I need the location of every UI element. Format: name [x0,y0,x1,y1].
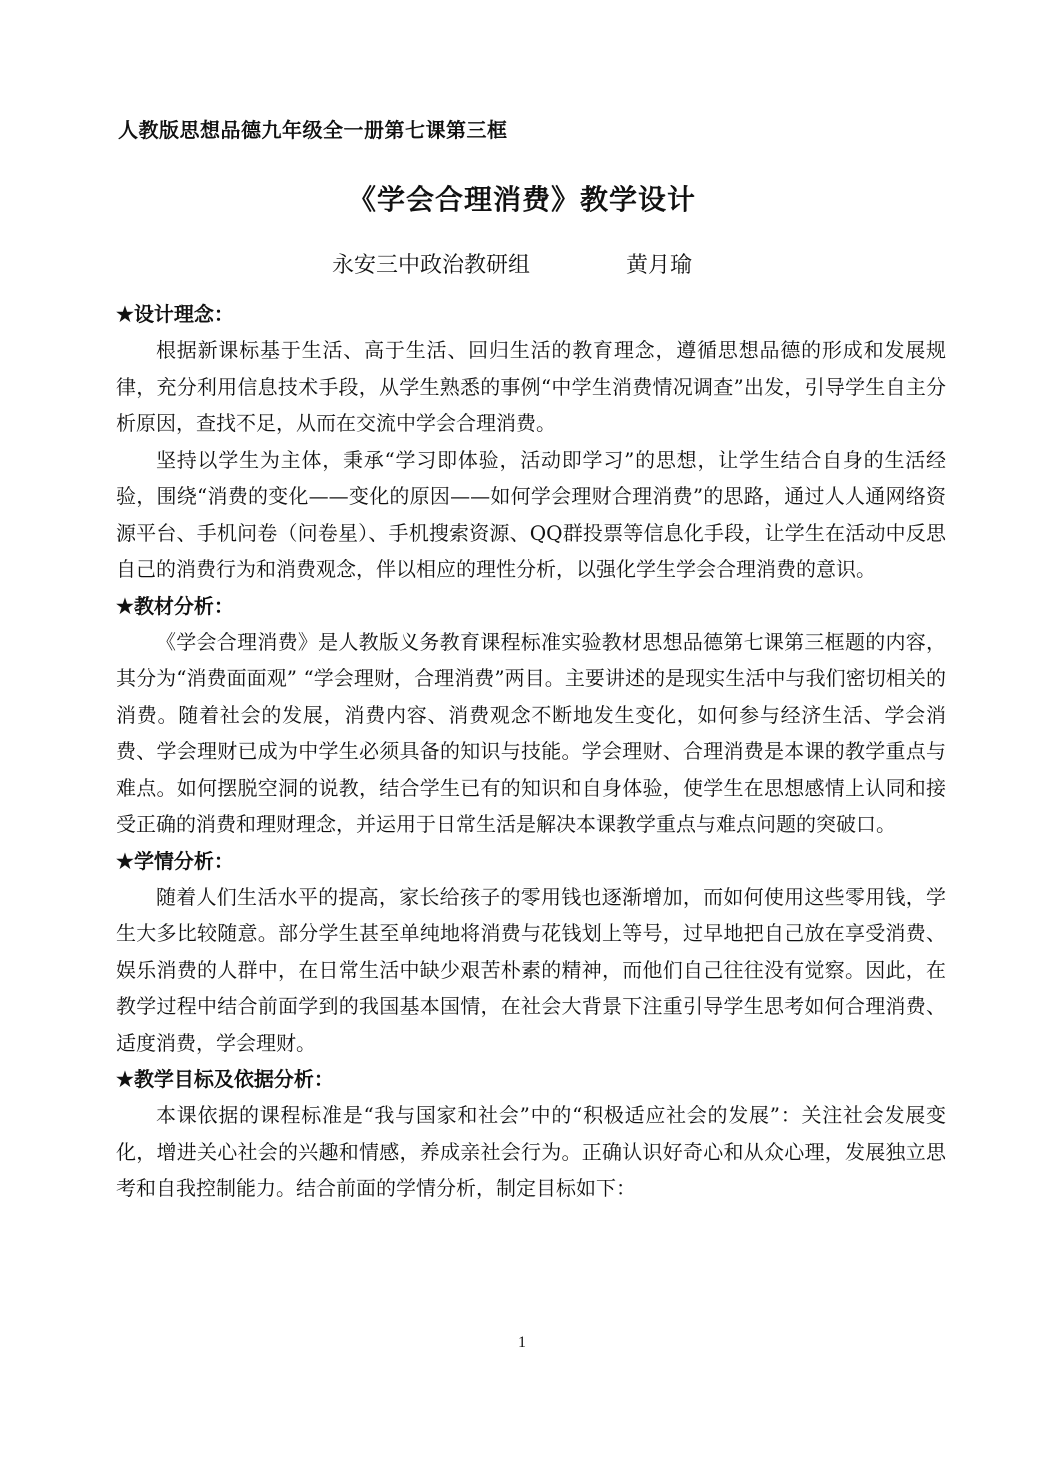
paragraph: 本课依据的课程标准是“我与国家和社会”中的“积极适应社会的发展”：关注社会发展变化，增进关心社会的兴趣和情感，养成亲社会行为。正确认识好奇心和从众心理，发展独立思考和自我控制能力。结合前面的学情分析，制定目标如下： [116,1103,946,1200]
paragraph: 随着人们生活水平的提高，家长给孩子的零用钱也逐渐增加，而如何使用这些零用钱，学生大多比较随意。部分学生甚至单纯地将消费与花钱划上等号，过早地把自己放在享受消费、娱乐消费的人群中，在日常生活中缺少艰苦朴素的精神，而他们自己往往没有觉察。因此，在教学过程中结合前面学到的我国基本国情，在社会大背景下注重引导学生思考如何合理消费、适度消费，学会理财。 [116,884,946,1055]
section-heading-text: 教学目标及依据分析： [133,1067,334,1091]
paragraph: 《学会合理消费》是人教版义务教育课程标准实验教材思想品德第七课第三框题的内容，其分为“消费面面观” “学会理财，合理消费”两目。主要讲述的是现实生活中与我们密切相关的消费。随着社会的发展，消费内容、消费观念不断地发生变化，如何参与经济生活、学会消费、学会理财已成为中学生必须具备的知识与技能。学会理财、合理消费是本课的教学重点与难点。如何摆脱空洞的说教，结合学生已有的知识和自身体验，使学生在思想感情上认同和接受正确的消费和理财理念，并运用于日常生活是解决本课教学重点与难点问题的突破口。 [116,629,946,836]
section-heading-text: 设计理念： [133,302,234,326]
paragraph: 根据新课标基于生活、高于生活、回归生活的教育理念，遵循思想品德的形成和发展规律，充分利用信息技术手段，从学生熟悉的事例“中学生消费情况调查”出发，引导学生自主分析原因，查找不足，从而在交流中学会合理消费。 [116,338,946,435]
author-name: 黄月瑜 [626,253,693,278]
section-teaching-goals [116,1061,946,1207]
section-heading [116,588,946,624]
star-icon: ★ [116,302,134,326]
section-heading [116,843,946,879]
author-group: 永安三中政治教研组 [332,253,531,278]
section-heading-text: 学情分析： [133,848,234,873]
page-number: 1 [518,1334,526,1351]
star-icon: ★ [116,593,134,618]
document-subtitle: 人教版思想品德九年级全一册第七课第三框 [118,118,508,142]
section-heading-text: 教材分析： [133,593,234,618]
section-design-concept [116,296,946,588]
paragraph: 坚持以学生为主体，秉承“学习即体验，活动即学习”的思想，让学生结合自身的生活经验，围绕“消费的变化——变化的原因——如何学会理财合理消费”的思路，通过人人通网络资源平台、手机问卷（问卷星）、手机搜索资源、QQ群投票等信息化手段，让学生在活动中反思自己的消费行为和消费观念，伴以相应的理性分析，以强化学生学会合理消费的意识。 [116,447,946,581]
section-textbook-analysis [116,588,946,843]
star-icon: ★ [116,848,134,873]
section-student-analysis [116,843,946,1062]
document-title: 《学会合理消费》教学设计 [347,183,696,216]
section-heading [116,1061,946,1097]
author-line [332,248,692,279]
star-icon: ★ [116,1067,134,1091]
section-heading [116,296,946,332]
document-body [116,296,946,1207]
